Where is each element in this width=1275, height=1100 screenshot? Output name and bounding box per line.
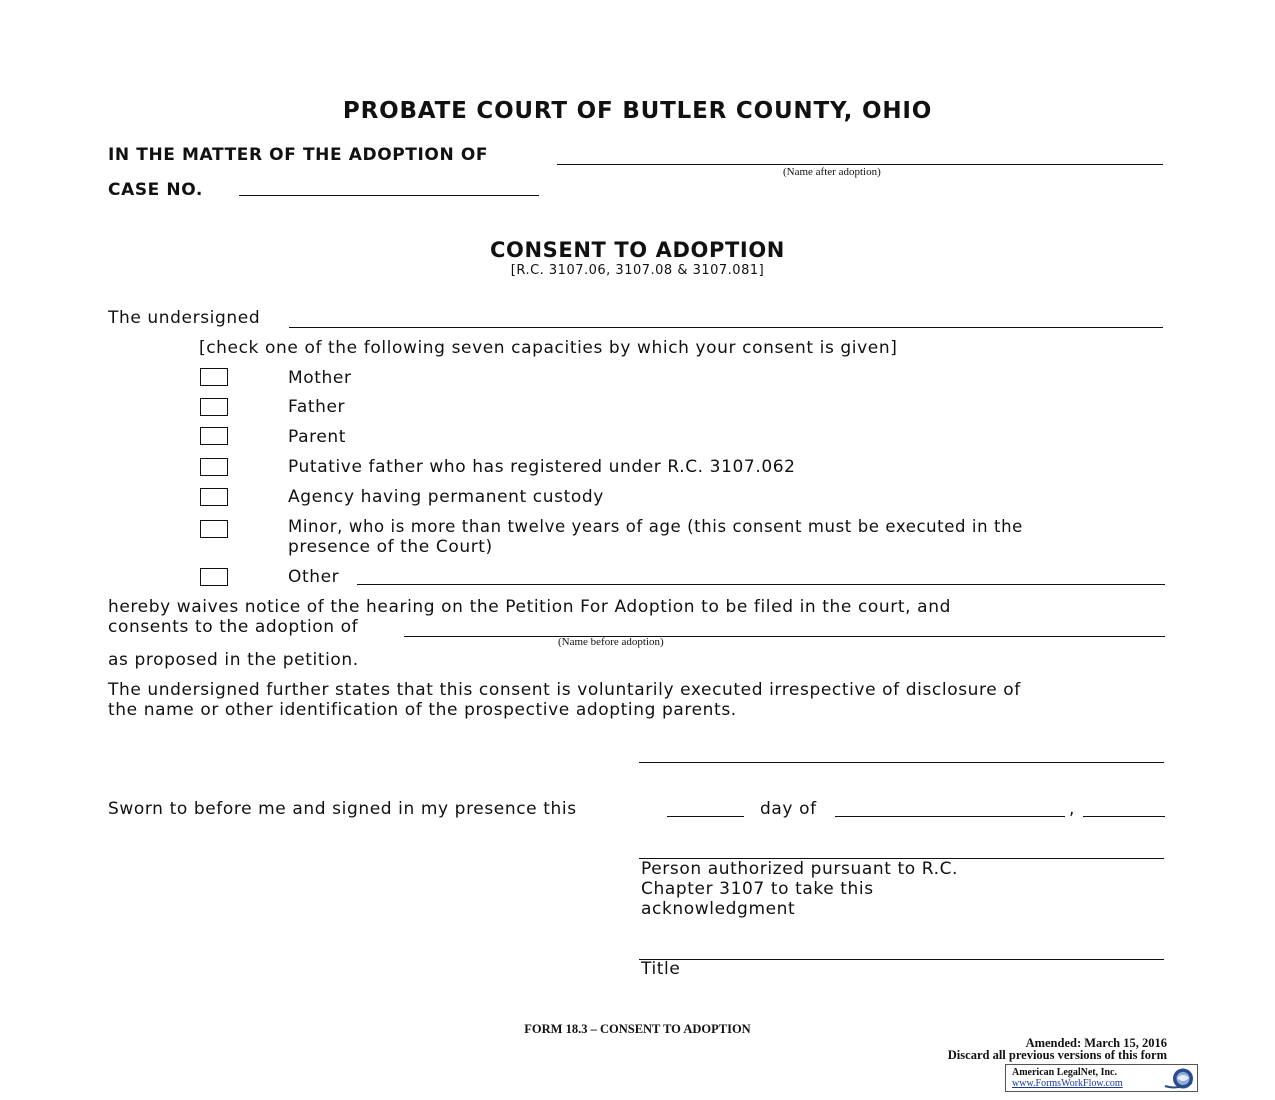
- capacity-label-agency: Agency having permanent custody: [288, 487, 604, 507]
- undersigned-label: The undersigned: [108, 308, 261, 328]
- authorized-text-line3: acknowledgment: [641, 899, 796, 919]
- discard-notice: Discard all previous versions of this form: [947, 1048, 1167, 1062]
- sworn-month-field[interactable]: [835, 816, 1065, 817]
- sworn-day-field[interactable]: [667, 816, 744, 817]
- case-no-field[interactable]: [239, 195, 539, 196]
- name-before-adoption-caption: (Name before adoption): [558, 636, 664, 648]
- court-title: PROBATE COURT OF BUTLER COUNTY, OHIO: [342, 98, 933, 124]
- logo-company-name: American LegalNet, Inc.: [1012, 1067, 1117, 1078]
- other-capacity-field[interactable]: [357, 584, 1165, 585]
- checkbox-putative-father[interactable]: [200, 458, 228, 476]
- sworn-year-field[interactable]: [1083, 816, 1165, 817]
- case-no-label: CASE NO.: [108, 180, 203, 200]
- statement-line1: The undersigned further states that this consent is voluntarily executed irrespective of disclosure of: [108, 680, 1021, 700]
- footer-form-id: FORM 18.3 – CONSENT TO ADOPTION: [524, 1022, 751, 1036]
- statute-reference: [R.C. 3107.06, 3107.08 & 3107.081]: [510, 263, 765, 278]
- capacity-label-father: Father: [288, 397, 346, 417]
- checkbox-mother[interactable]: [200, 368, 228, 386]
- name-after-adoption-field[interactable]: [557, 164, 1163, 165]
- capacity-label-parent: Parent: [288, 427, 347, 447]
- capacity-instruction: [check one of the following seven capacities by which your consent is given]: [199, 338, 898, 358]
- as-proposed-text: as proposed in the petition.: [108, 650, 359, 670]
- name-after-adoption-caption: (Name after adoption): [783, 166, 881, 178]
- waiver-text-line1: hereby waives notice of the hearing on the Petition For Adoption to be filed in the court, and: [108, 597, 951, 617]
- authorized-text-line2: Chapter 3107 to take this: [641, 879, 874, 899]
- name-before-adoption-field[interactable]: [404, 636, 1165, 637]
- checkbox-parent[interactable]: [200, 427, 228, 445]
- checkbox-father[interactable]: [200, 398, 228, 416]
- capacity-label-minor-line2: presence of the Court): [288, 537, 493, 557]
- checkbox-minor[interactable]: [200, 520, 228, 538]
- matter-label: IN THE MATTER OF THE ADOPTION OF: [108, 145, 489, 165]
- consenter-signature-line[interactable]: [639, 762, 1164, 763]
- capacity-label-minor: Minor, who is more than twelve years of age (this consent must be executed in the: [288, 517, 1023, 536]
- capacity-label-mother: Mother: [288, 368, 352, 388]
- title-line[interactable]: [639, 959, 1164, 960]
- form-title: CONSENT TO ADOPTION: [490, 238, 785, 262]
- undersigned-name-field[interactable]: [289, 327, 1163, 328]
- waiver-text-line2: consents to the adoption of: [108, 617, 359, 637]
- checkbox-other[interactable]: [200, 568, 228, 586]
- date-comma: ,: [1069, 799, 1076, 819]
- globe-icon: [1162, 1066, 1196, 1091]
- logo-url[interactable]: www.FormsWorkFlow.com: [1012, 1078, 1123, 1089]
- capacity-label-putative-father: Putative father who has registered under R.C. 3107.062: [288, 457, 796, 477]
- sworn-text: Sworn to before me and signed in my presence this: [108, 799, 577, 819]
- amended-date: Amended: March 15, 2016: [1025, 1036, 1167, 1050]
- american-legalnet-logo[interactable]: [1005, 1064, 1198, 1092]
- capacity-label-other: Other: [288, 567, 340, 587]
- title-label: Title: [641, 959, 681, 979]
- authorized-text-line1: Person authorized pursuant to R.C.: [641, 859, 959, 879]
- day-of-label: day of: [760, 799, 817, 819]
- statement-line2: the name or other identification of the prospective adopting parents.: [108, 700, 737, 720]
- checkbox-agency[interactable]: [200, 488, 228, 506]
